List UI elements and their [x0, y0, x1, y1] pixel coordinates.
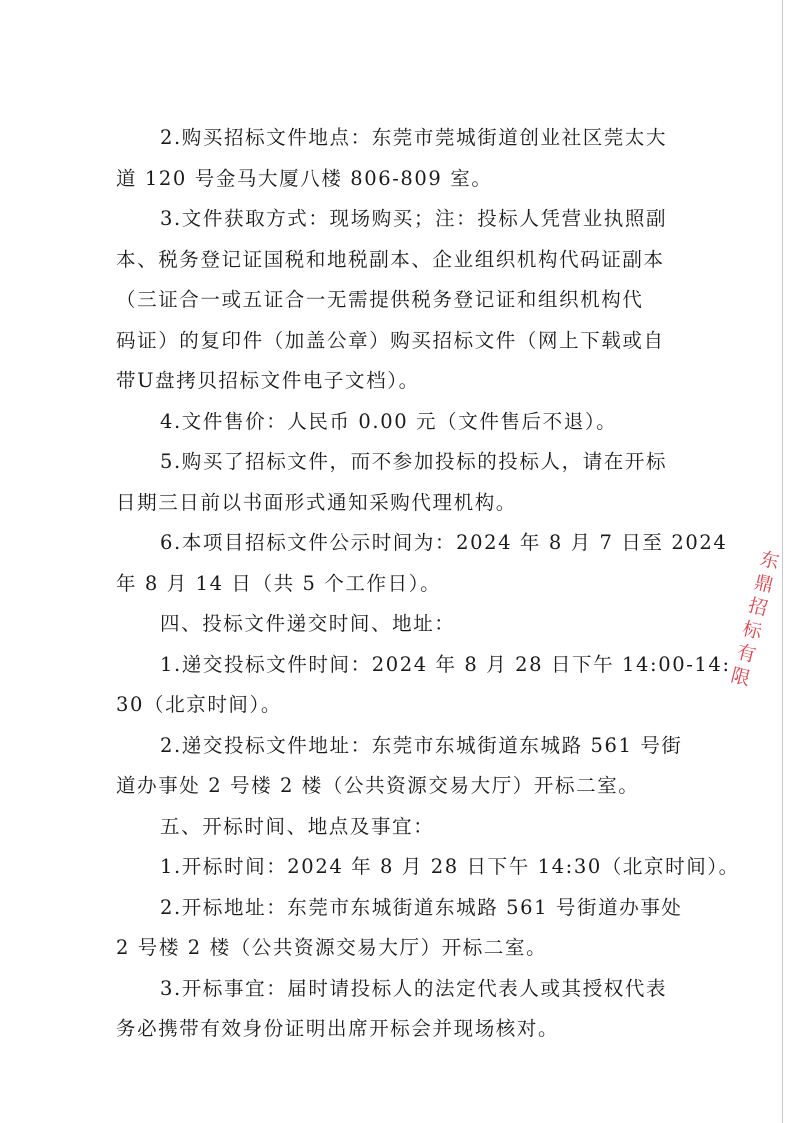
text-line: 2.开标地址：东莞市东城街道东城路 561 号街道办事处 — [160, 895, 683, 919]
text-line: 年 8 月 14 日（共 5 个工作日）。 — [116, 571, 442, 595]
text-line: 2.购买招标文件地点：东莞市莞城街道创业社区莞太大 — [160, 126, 668, 149]
text-line: 1.开标时间：2024 年 8 月 28 日下午 14:30（北京时间）。 — [160, 855, 740, 878]
seal-character: 东 — [757, 547, 782, 574]
text-line: 码证）的复印件（加盖公章）购买招标文件（网上下载或自 — [116, 328, 665, 352]
seal-character: 标 — [740, 617, 765, 644]
text-line: （三证合一或五证合一无需提供税务登记证和组织机构代 — [116, 288, 644, 311]
document-body — [116, 118, 740, 1050]
text-line: 带U盘拷贝招标文件电子文档）。 — [116, 369, 420, 392]
text-line: 4.文件售价：人民币 0.00 元（文件售后不退）。 — [160, 409, 618, 433]
text-line: 日期三日前以书面形式通知采购代理机构。 — [116, 490, 517, 514]
text-line: 3.开标事宜：届时请投标人的法定代表人或其授权代表 — [160, 976, 668, 1000]
text-line: 道办事处 2 号楼 2 楼（公共资源交易大厅）开标二室。 — [116, 774, 640, 797]
text-line: 五、开标时间、地点及事宜： — [160, 814, 435, 838]
page-edge-divider — [782, 0, 783, 1123]
seal-character: 有 — [734, 640, 759, 667]
text-line: 5.购买了招标文件，而不参加投标的投标人，请在开标 — [160, 450, 668, 473]
text-line: 3.文件获取方式：现场购买；注：投标人凭营业执照副 — [160, 207, 668, 230]
text-line: 30（北京时间）。 — [116, 693, 282, 716]
text-line: 道 120 号金马大厦八楼 806-809 室。 — [116, 166, 493, 190]
text-line: 2 号楼 2 楼（公共资源交易大厅）开标二室。 — [116, 936, 548, 959]
text-line: 四、投标文件递交时间、地址： — [160, 612, 456, 635]
text-line: 本、税务登记证国税和地税副本、企业组织机构代码证副本 — [116, 247, 665, 271]
seal-character: 鼎 — [751, 571, 776, 598]
text-line: 2.递交投标文件地址：东莞市东城街道东城路 561 号街 — [160, 733, 683, 757]
text-line: 1.递交投标文件时间：2024 年 8 月 28 日下午 14:00-14: — [160, 652, 731, 676]
text-line: 务必携带有效身份证明出席开标会并现场核对。 — [116, 1017, 560, 1040]
seal-stamp — [720, 545, 789, 699]
text-line: 6.本项目招标文件公示时间为：2024 年 8 月 7 日至 2024 — [160, 531, 728, 554]
seal-character: 招 — [746, 594, 770, 621]
seal-character: 限 — [728, 664, 753, 691]
